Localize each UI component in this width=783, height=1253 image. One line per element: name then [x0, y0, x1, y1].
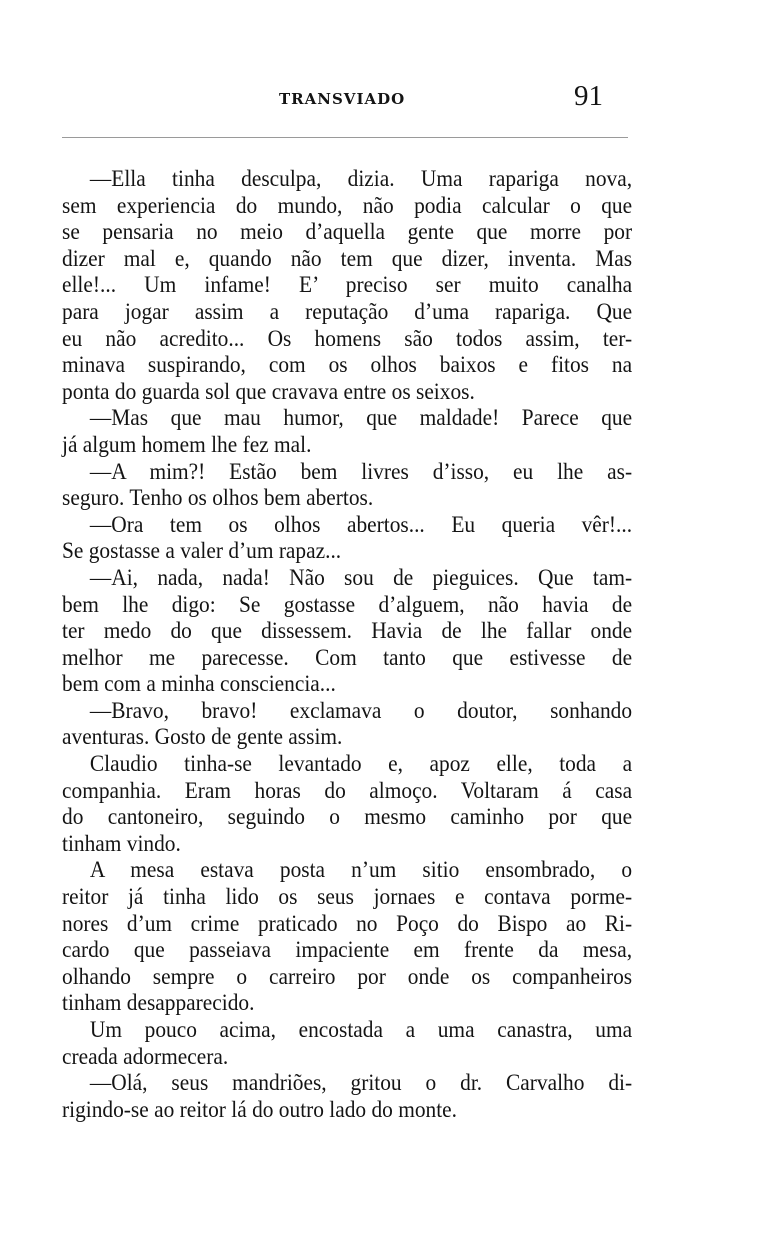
text-line: rigindo-se ao reitor lá do outro lado do monte. [62, 1096, 458, 1122]
text-line: sem experiencia do mundo, não podia calcular o que [62, 192, 633, 218]
text-line: Se gostasse a valer d’um rapaz... [62, 538, 342, 564]
running-title: TRANSVIADO [279, 90, 406, 108]
text-line: se pensaria no meio d’aquella gente que morre por [62, 219, 633, 245]
text-line: ponta do guarda sol que cravava entre os seixos. [62, 378, 475, 404]
text-line: bem lhe digo: Se gostasse d’alguem, não havia de [62, 591, 633, 617]
text-line: —Olá, seus mandriões, gritou o dr. Carvalho di- [89, 1070, 633, 1096]
running-head [62, 80, 642, 120]
header-rule [62, 137, 628, 138]
text-line: cardo que passeiava impaciente em frente da mesa, [62, 937, 633, 963]
text-line: A mesa estava posta n’um sitio ensombrado, o [89, 857, 633, 883]
text-line: —Ella tinha desculpa, dizia. Uma rapariga nova, [89, 166, 633, 191]
text-line: seguro. Tenho os olhos bem abertos. [62, 485, 374, 511]
text-line: melhor me parecesse. Com tanto que estivesse de [62, 644, 633, 670]
text-line: —Mas que mau humor, que maldade! Parece que [89, 405, 633, 431]
text-line: tinham desapparecido. [62, 990, 255, 1016]
text-line: elle!... Um infame! E’ preciso ser muito canalha [62, 272, 633, 298]
text-line: nores d’um crime praticado no Poço do Bispo ao Ri- [62, 910, 633, 936]
page-number: 91 [574, 80, 603, 112]
text-line: companhia. Eram horas do almoço. Voltaram á casa [62, 777, 633, 803]
text-line: —Bravo, bravo! exclamava o doutor, sonhando [89, 697, 633, 723]
text-line: para jogar assim a reputação d’uma rapariga. Que [62, 298, 633, 324]
text-line: eu não acredito... Os homens são todos assim, ter- [62, 325, 633, 351]
text-line: Um pouco acima, encostada a uma canastra, uma [89, 1017, 633, 1042]
text-line: tinham vindo. [62, 830, 181, 856]
text-line: do cantoneiro, seguindo o mesmo caminho por que [62, 804, 633, 830]
text-line: creada adormecera. [62, 1043, 229, 1069]
text-line: Claudio tinha-se levantado e, apoz elle, toda a [89, 751, 633, 777]
text-line: —Ora tem os olhos abertos... Eu queria vêr!... [89, 511, 633, 537]
text-line: reitor já tinha lido os seus jornaes e contava porme- [62, 884, 633, 910]
text-line: bem com a minha consciencia... [62, 671, 336, 697]
text-line: ter medo do que dissessem. Havia de lhe fallar onde [62, 618, 633, 644]
text-line: dizer mal e, quando não tem que dizer, inventa. Mas [62, 245, 633, 271]
text-line: olhando sempre o carreiro por onde os companheiros [62, 963, 633, 989]
text-line: já algum homem lhe fez mal. [62, 431, 312, 457]
text-line: —A mim?! Estão bem livres d’isso, eu lhe as- [89, 458, 633, 484]
body-text [62, 166, 633, 1123]
text-line: minava suspirando, com os olhos baixos e fitos na [62, 352, 633, 378]
text-line: —Ai, nada, nada! Não sou de pieguices. Que tam- [89, 564, 633, 590]
text-line: aventuras. Gosto de gente assim. [62, 724, 343, 750]
